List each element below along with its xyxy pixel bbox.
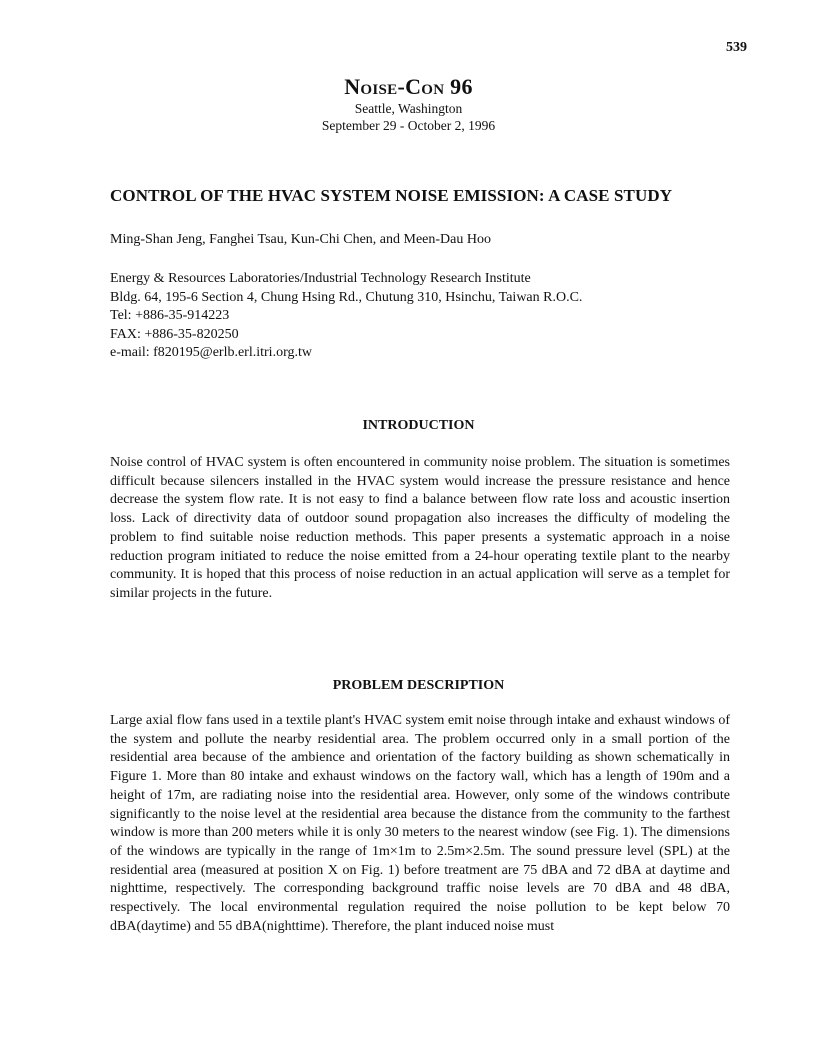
affiliation-address: Bldg. 64, 195-6 Section 4, Chung Hsing Rd., Chutung 310, Hsinchu, Taiwan R.O.C. [110,289,583,305]
introduction-paragraph: Noise control of HVAC system is often encountered in community noise problem. The situation is sometimes difficult because silencers installed in the HVAC system would increase the pressure resistance and hence decrease the system flow rate. It is not easy to find a balance between flow rate loss and acoustic insertion loss. Lack of directivity data of outdoor sound propagation also increases the difficulty of modeling the problem to find suitable noise reduction methods. This paper presents a systematic approach in a noise reduction program initiated to reduce the noise emitted from a 24-hour operating textile plant to the nearby community. It is hoped that this process of noise reduction in an actual application will serve as a templet for similar projects in the future. [110,455,730,601]
paper-title: CONTROL OF THE HVAC SYSTEM NOISE EMISSION: A CASE STUDY [110,186,673,205]
affiliation-tel: Tel: +886-35-914223 [110,308,230,323]
author-list: Ming-Shan Jeng, Fanghei Tsau, Kun-Chi Chen, and Meen-Dau Hoo [110,232,491,247]
conference-name: Noise-Con 96 [344,74,473,99]
problem-description-heading: PROBLEM DESCRIPTION [332,678,505,693]
affiliation-institute: Energy & Resources Laboratories/Industrial Technology Research Institute [110,271,531,286]
introduction-heading: INTRODUCTION [362,418,475,433]
conference-location: Seattle, Washington [354,101,463,116]
affiliation-email: e-mail: f820195@erlb.erl.itri.org.tw [110,345,312,360]
affiliation-block [110,270,582,363]
affiliation-fax: FAX: +886-35-820250 [110,326,239,342]
conference-dates: September 29 - October 2, 1996 [321,118,496,133]
page-number: 539 [726,40,747,55]
problem-description-paragraph: Large axial flow fans used in a textile plant's HVAC system emit noise through intake and exhaust windows of the system and pollute the nearby residential area. The problem occurred only in a small portion of the residential area because of the ambience and orientation of the factory building as shown schematically in Figure 1. More than 80 intake and exhaust windows on the factory wall, which has a length of 190m and a height of 17m, are radiating noise into the residential area. However, only some of the windows contribute significantly to the noise level at the residential area because the distance from the community to the farthest window is more than 200 meters while it is only 30 meters to the nearest window (see Fig. 1). The dimensions of the windows are typically in the range of 1m×1m to 2.5m×2.5m. The sound pressure level (SPL) at the residential area (measured at position X on Fig. 1) before treatment are 75 dBA and 72 dBA at daytime and nighttime, respectively. The corresponding background traffic noise levels are 70 dBA and 48 dBA, respectively. The local environmental regulation required the noise pollution to be kept below 70 dBA(daytime) and 55 dBA(nighttime). Therefore, the plant induced noise must [110,713,730,934]
conference-header [0,74,817,134]
